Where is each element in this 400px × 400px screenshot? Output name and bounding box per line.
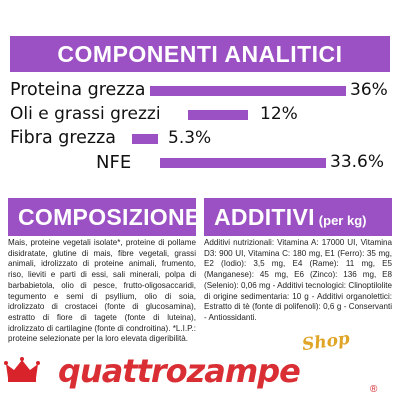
analysis-label: Oli e grassi grezzi xyxy=(10,104,161,124)
analysis-label: NFE xyxy=(96,152,132,173)
analysis-value: 5.3% xyxy=(168,128,212,148)
shop-tag: Shop xyxy=(300,328,352,356)
analysis-table xyxy=(10,80,390,176)
analysis-label: Fibra grezza xyxy=(10,128,117,148)
analysis-label: Proteina grezza xyxy=(10,80,146,100)
analysis-title: COMPONENTI ANALITICI xyxy=(57,40,343,67)
analysis-bar xyxy=(188,110,248,120)
additives-unit: (per kg) xyxy=(318,212,367,228)
analysis-bar xyxy=(132,134,158,144)
composition-title: COMPOSIZIONE xyxy=(18,203,201,230)
analysis-bar xyxy=(160,158,326,168)
analysis-row-protein xyxy=(10,80,390,104)
quattrozampe-logo: quattrozampe xyxy=(58,352,300,390)
analysis-title-bar xyxy=(10,36,390,72)
analysis-row-fat xyxy=(10,104,390,128)
composition-header xyxy=(8,198,201,236)
analysis-row-fiber xyxy=(10,128,390,152)
additives-header xyxy=(204,198,392,236)
registered-mark: ® xyxy=(370,384,378,395)
additives-text: Additivi nutrizionali: Vitamina A: 17000 UI, Vitamina D3: 900 UI, Vitamina C: 180 mg, E1 (Ferro): 35 mg, E2 (Iodio): 3,5 mg, E4 (Rame): 11 mg, E5 (Manganese): 45 mg, E6 (Zinco): 136 mg, E8 (Selenio): 0,06 mg - Additivi tecnologici: Clinoptilolite di origine sedimentaria: 10 g - Additivi organolettici: Estratto di tè (fonte di polifenoli): 0,6 g - Conservanti - Antiossidanti. xyxy=(204,238,392,322)
royal-canin-crown-logo xyxy=(2,356,42,384)
analysis-row-nfe xyxy=(10,152,390,176)
analysis-value: 12% xyxy=(260,104,298,124)
analysis-bar xyxy=(150,86,346,96)
analysis-value: 33.6% xyxy=(330,152,385,172)
analysis-value: 36% xyxy=(350,80,388,100)
composition-text: Mais, proteine vegetali isolate*, proteine di pollame disidratate, glutine di mais, fibre vegetali, grassi animali, idrolizzato di proteine animali, frumento, riso, lieviti e parti di essi, sali minerali, polpa di barbabietola, olio di pesce, frutto-oligosaccaridi, tegumento e semi di psyllium, olio di soia, idrolizzato di crostacei (fonte di glucosamina), estratto di fiore di tagete (fonte di luteina), idrolizzato di cartilagine (fonte di condroitina). *L.I.P.: proteine selezionate per la loro elevata digeribilità. xyxy=(8,238,196,344)
additives-title: ADDITIVI xyxy=(214,203,315,230)
